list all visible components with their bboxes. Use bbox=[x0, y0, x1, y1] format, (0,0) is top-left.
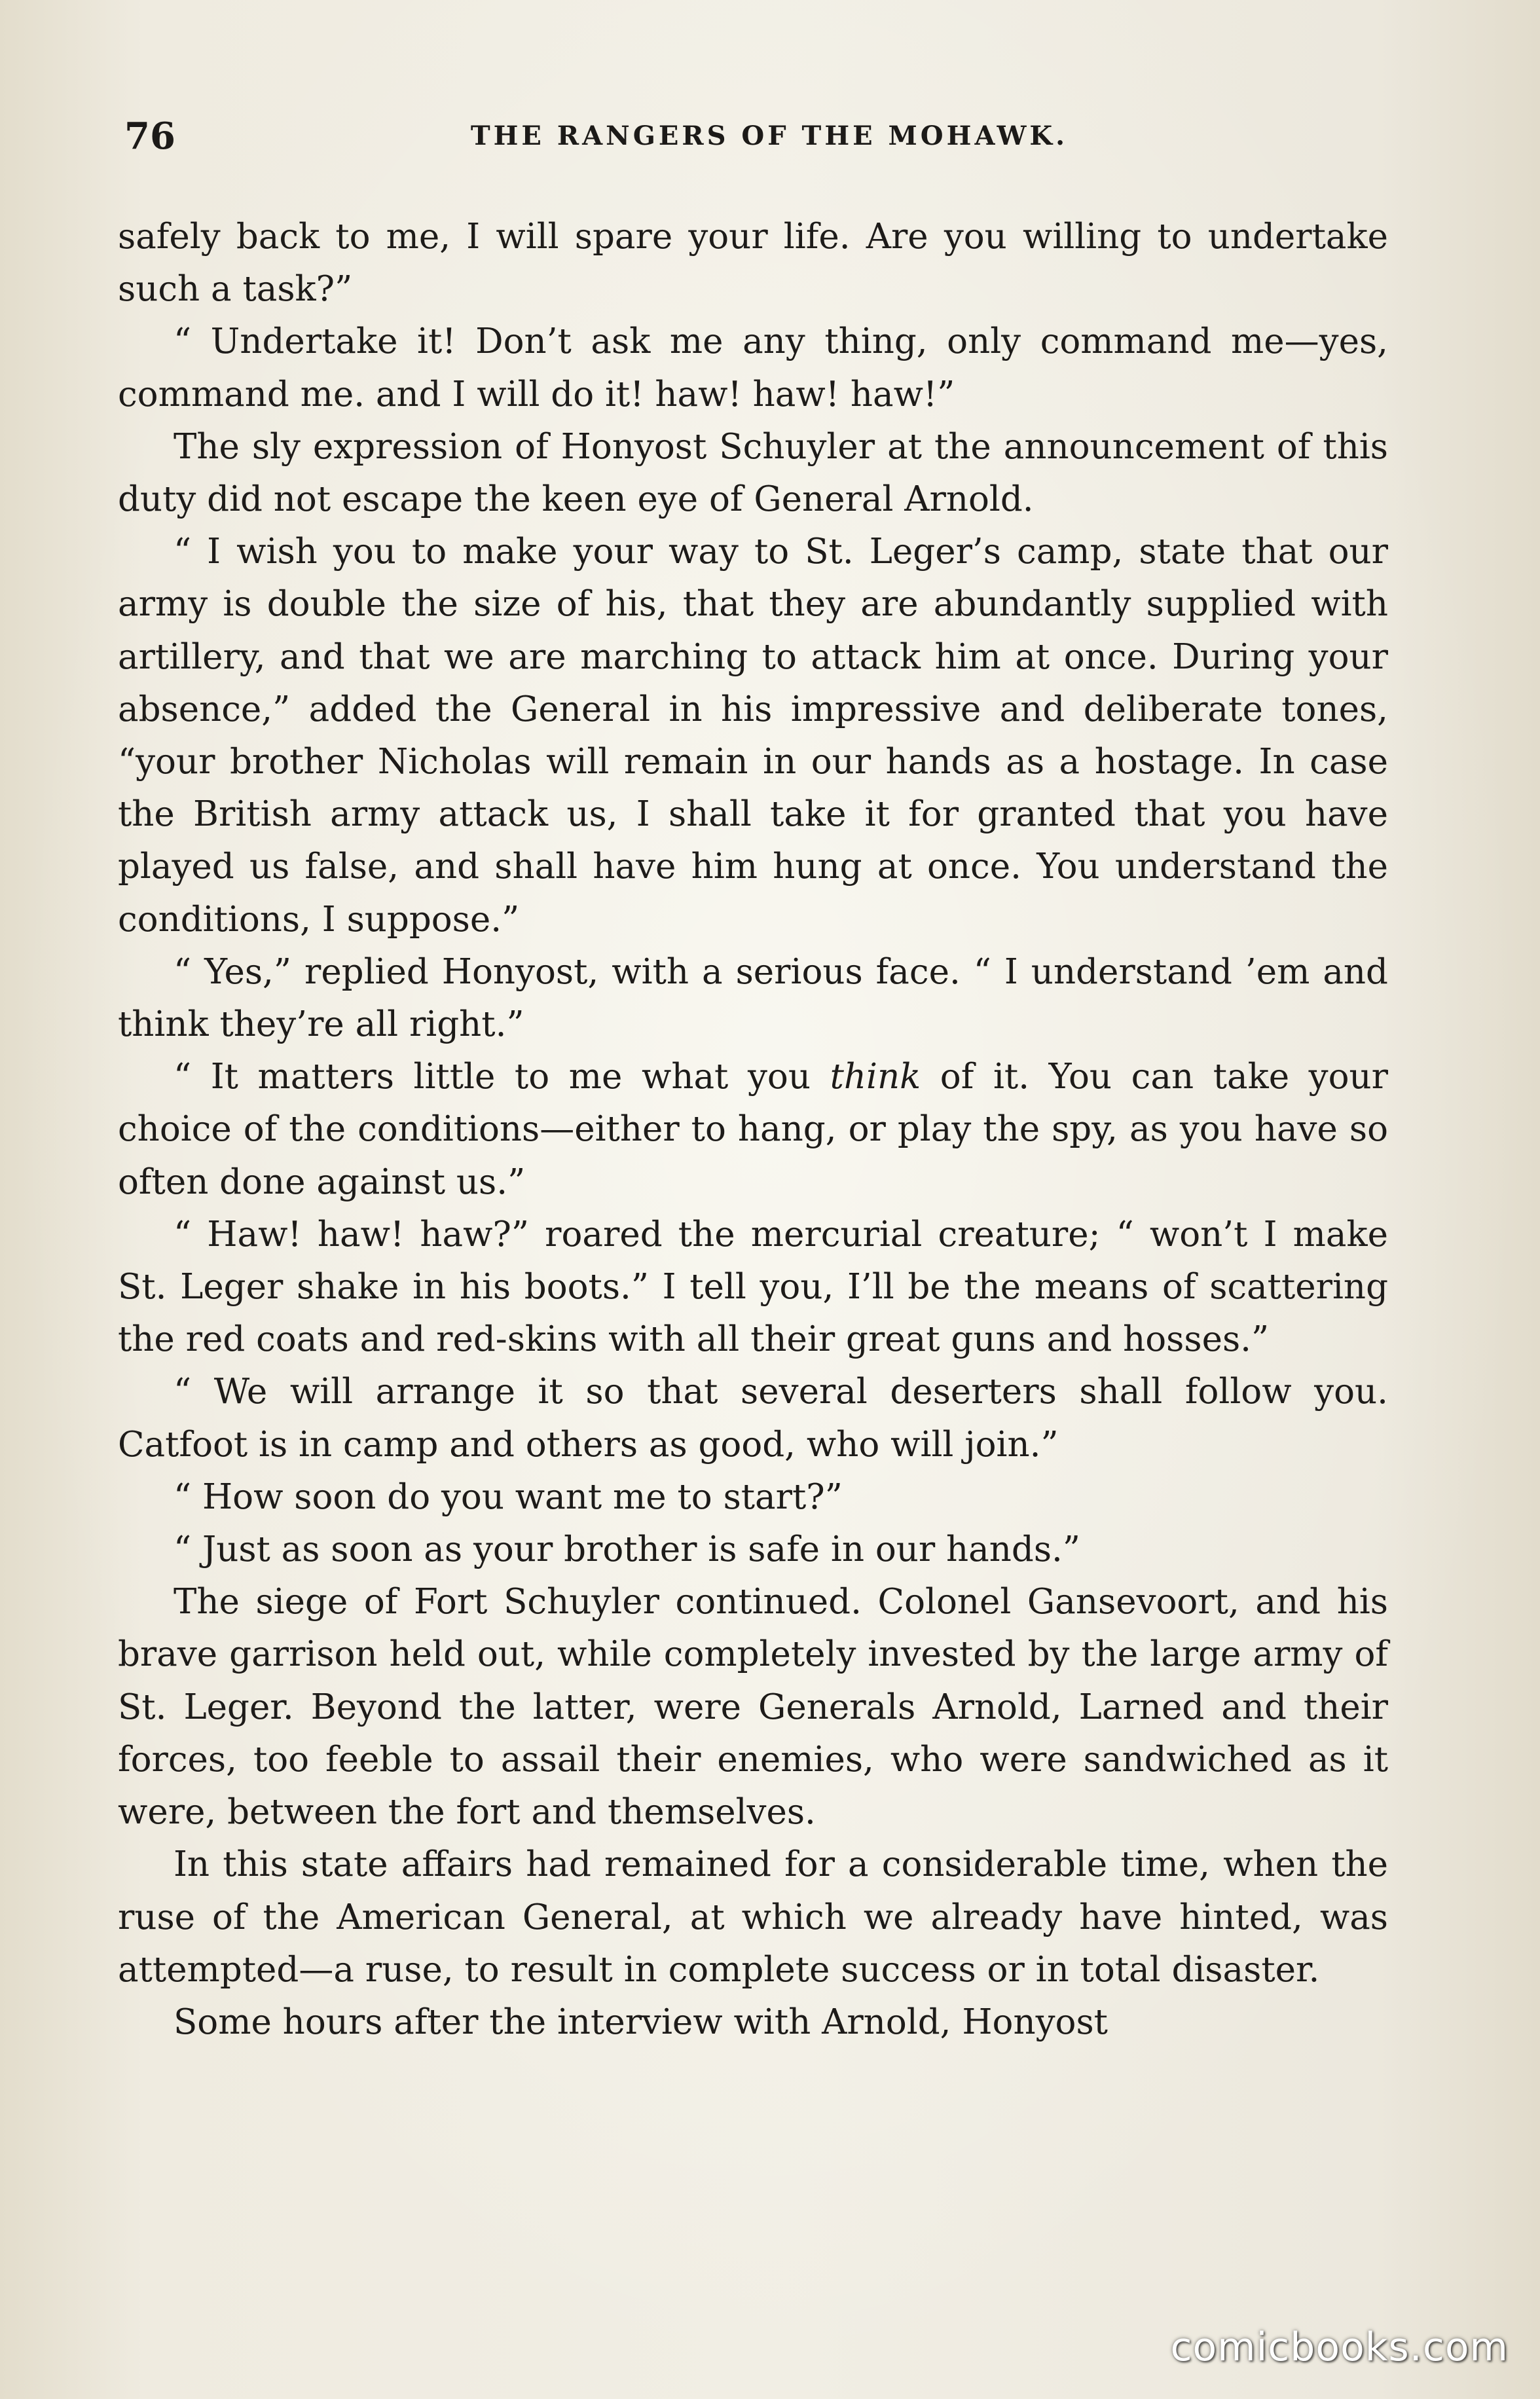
watermark: comicbooks.com bbox=[1170, 2324, 1509, 2370]
paragraph: “ Undertake it! Don’t ask me any thing, only command me—yes, command me. and I will do it! haw! haw! haw!” bbox=[118, 321, 1388, 414]
paragraph: Some hours after the interview with Arnold, Honyost bbox=[174, 2002, 1108, 2042]
paragraph bbox=[118, 1051, 1388, 1209]
paragraph-text: “ It matters little to me what you bbox=[174, 1057, 830, 1097]
running-title: THE RANGERS OF THE MOHAWK. bbox=[470, 120, 1069, 151]
paragraph: “ Yes,” replied Honyost, with a serious face. “ I understand ’em and think they’re all right.” bbox=[118, 951, 1388, 1045]
paragraph: In this state affairs had remained for a considerable time, when the ruse of the American General, at which we already have hinted, was attempted—a ruse, to result in complete success or in total disaster. bbox=[118, 1844, 1388, 1990]
paragraph: safely back to me, I will spare your life. Are you willing to undertake such a task?” bbox=[118, 217, 1388, 310]
paragraph: The siege of Fort Schuyler continued. Colonel Gansevoort, and his brave garrison held out, while completely invested by the large army of St. Leger. Beyond the latter, were Generals Arnold, Larned and their forces, too feeble to assail their enemies, who were sandwiched as it were, between the fort and themselves. bbox=[118, 1582, 1388, 1833]
paragraph-text: of it. You can take your choice of the conditions—either to hang, or play the spy, as you have so often done against us.” bbox=[118, 1057, 1388, 1202]
page-header bbox=[118, 110, 1395, 162]
paragraph: The sly expression of Honyost Schuyler at the announcement of this duty did not escape the keen eye of General Arnold. bbox=[118, 426, 1388, 520]
paragraph: “ Haw! haw! haw?” roared the mercurial creature; “ won’t I make St. Leger shake in his boots.” I tell you, I’ll be the means of scattering the red coats and red-skins with all their great guns and hosses.” bbox=[118, 1214, 1388, 1360]
paragraph: “ I wish you to make your way to St. Leger’s camp, state that our army is double the size of his, that they are abundantly supplied with artillery, and that we are marching to attack him at once. During your absence,” added the General in his impressive and deliberate tones, “your brother Nicholas will remain in our hands as a hostage. In case the British army attack us, I shall take it for granted that you have played us false, and shall have him hung at once. You understand the conditions, I suppose.” bbox=[118, 532, 1388, 940]
paragraph: “ How soon do you want me to start?” bbox=[174, 1476, 843, 1517]
page-number: 76 bbox=[124, 115, 175, 158]
paragraph: “ We will arrange it so that several deserters shall follow you. Catfoot is in camp and others as good, who will join.” bbox=[118, 1372, 1388, 1465]
body-text bbox=[118, 211, 1388, 2049]
paragraph: “ Just as soon as your brother is safe in our hands.” bbox=[174, 1529, 1080, 1570]
emphasis-text: think bbox=[830, 1057, 921, 1097]
